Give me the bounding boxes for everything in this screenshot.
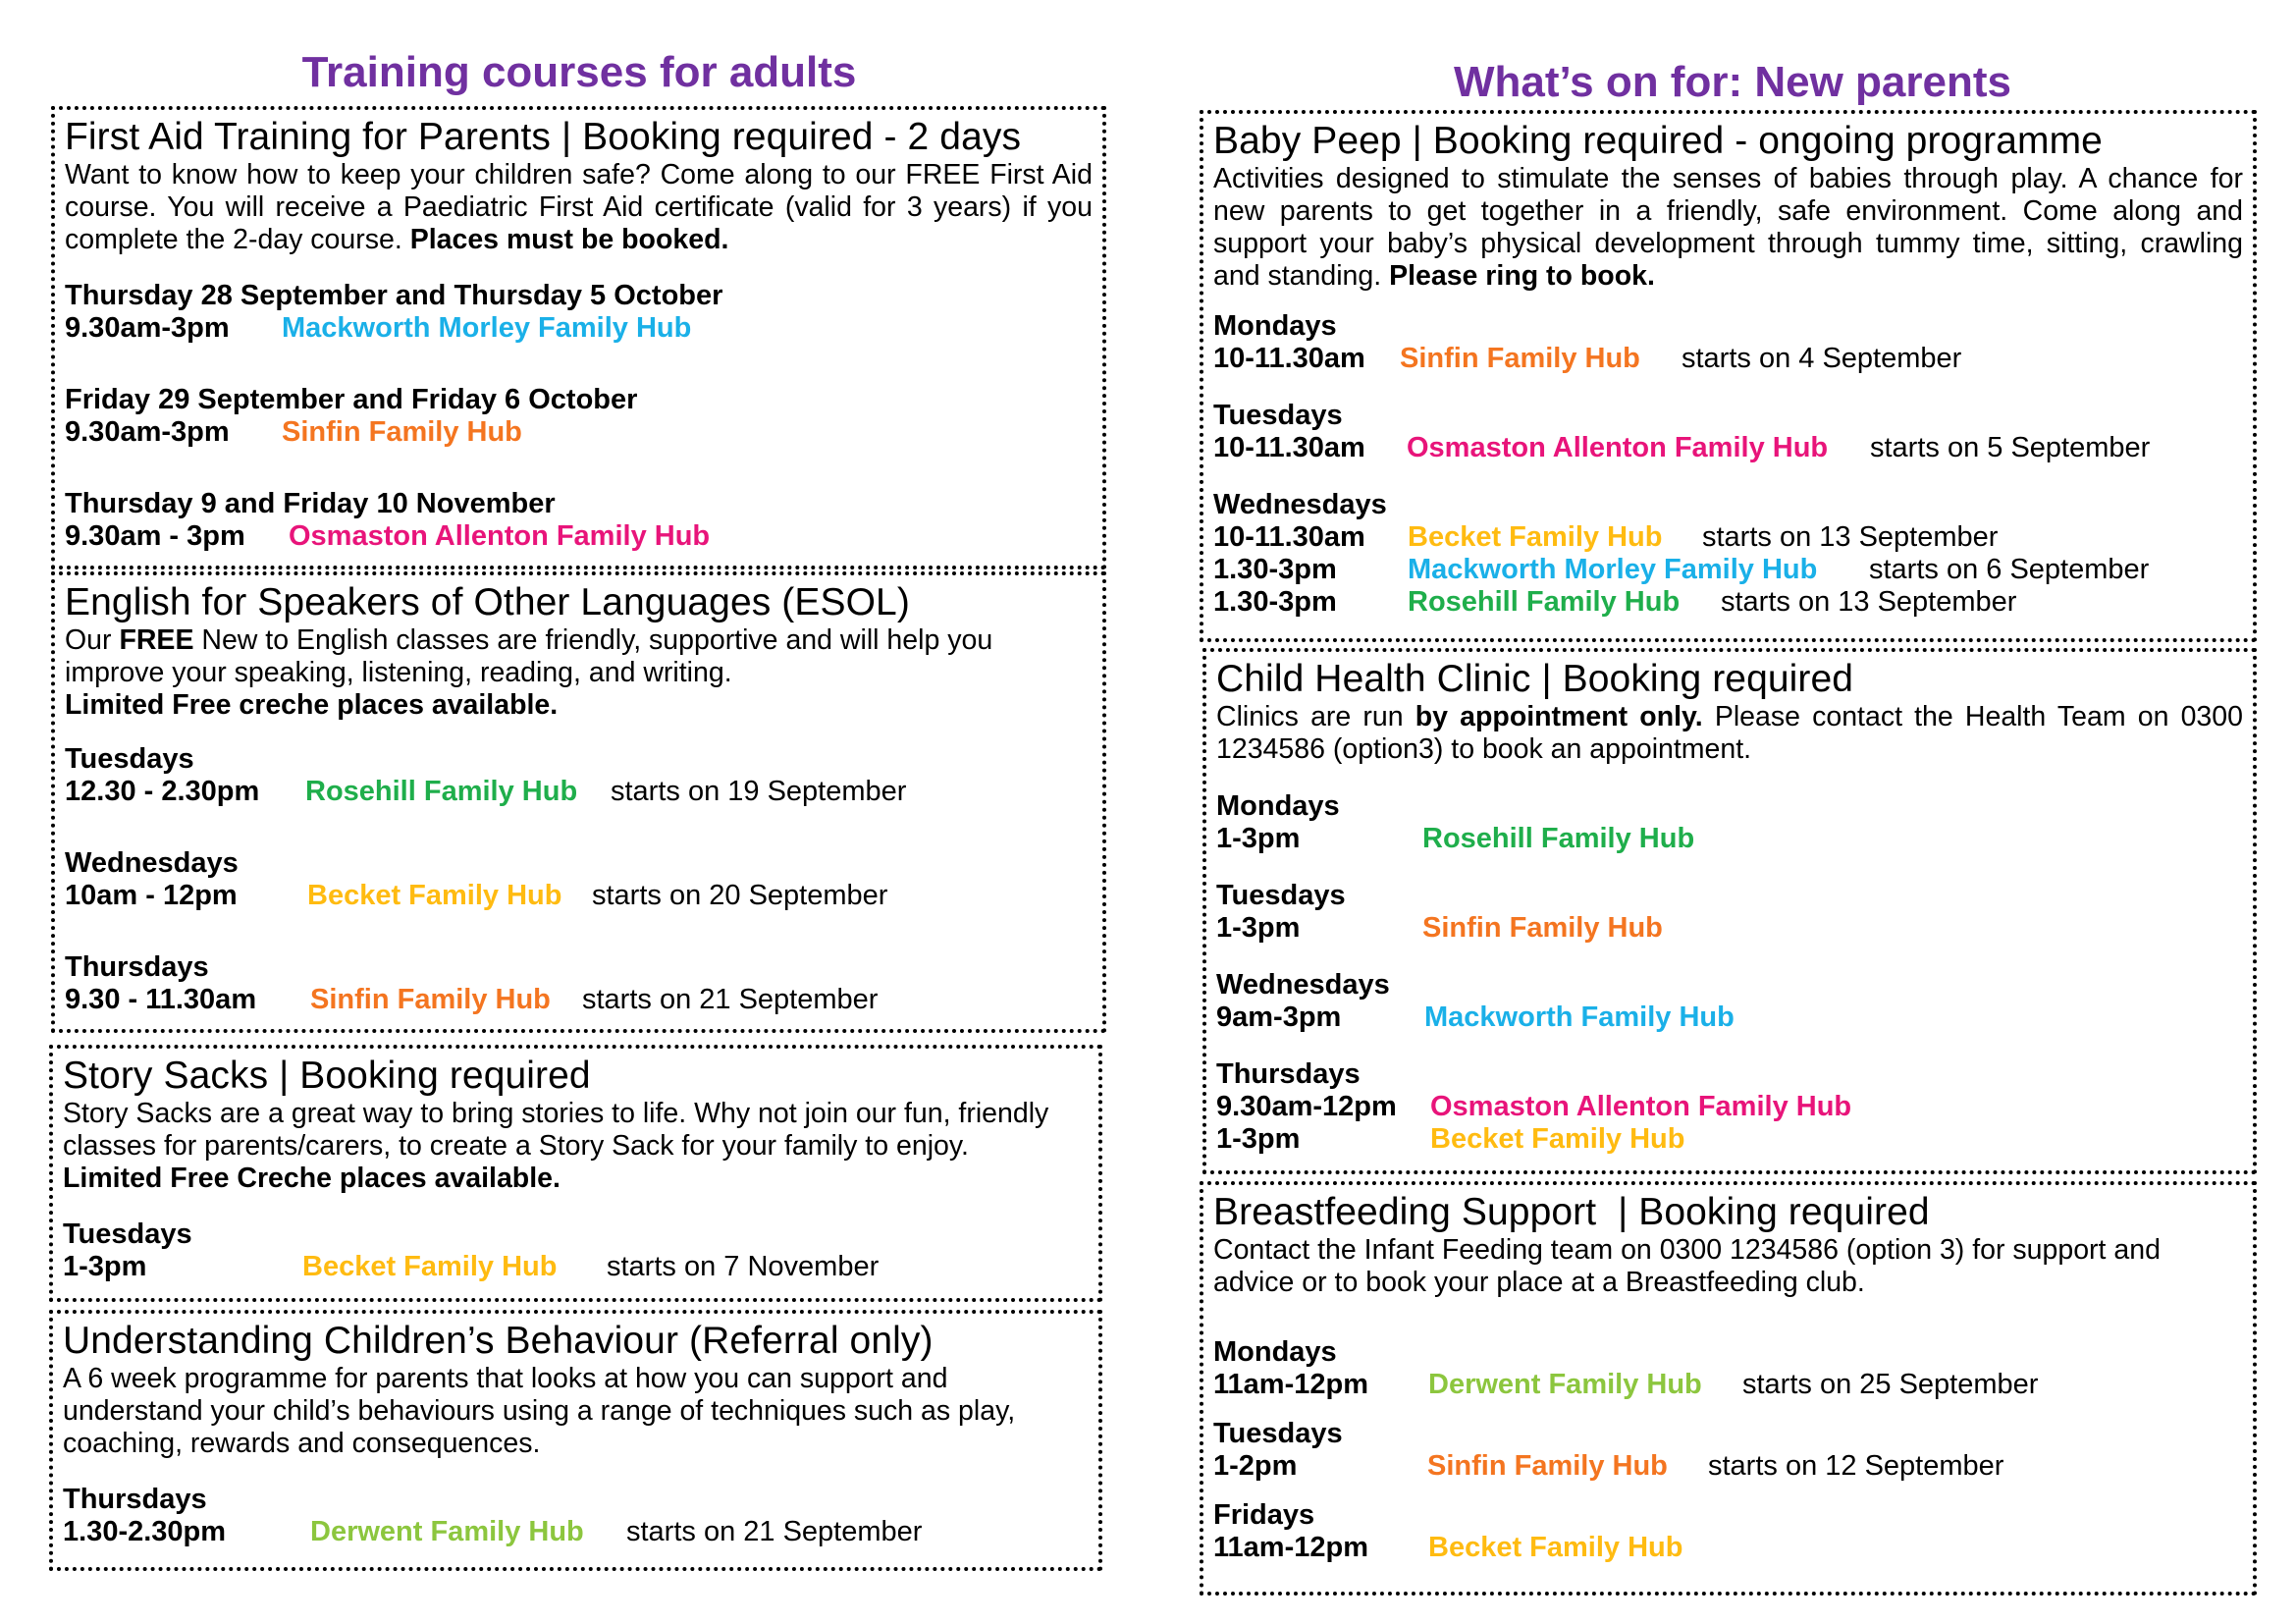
breastfeeding-tuesdays: Tuesdays	[1213, 1418, 1343, 1449]
hub-name: Becket Family Hub	[307, 880, 562, 911]
hub-name: Rosehill Family Hub	[1422, 823, 1695, 854]
session-time: 9am-3pm	[1216, 1001, 1342, 1033]
first-aid-session-1-days: Thursday 28 September and Thursday 5 October	[65, 280, 723, 311]
start-date: starts on 21 September	[626, 1516, 923, 1547]
text: Please contact the Health Team on 0300 1234586 (option3) to book an appointment.	[1216, 701, 2243, 765]
behaviour-title: Understanding Children’s Behaviour (Referral only)	[63, 1320, 934, 1362]
esol-description	[65, 624, 1093, 722]
behaviour-thursdays: Thursdays	[63, 1484, 207, 1515]
start-date: starts on 21 September	[582, 984, 879, 1015]
esol-session-thursday	[65, 984, 1093, 1016]
text: Please ring to book.	[1389, 260, 1655, 292]
hub-name: Sinfin Family Hub	[310, 984, 551, 1015]
breastfeeding-title: Breastfeeding Support | Booking required	[1213, 1191, 1930, 1233]
story-sacks-description	[63, 1098, 1074, 1195]
session-time: 1-3pm	[1216, 912, 1301, 944]
child-health-thursdays: Thursdays	[1216, 1058, 1361, 1090]
start-date: starts on 13 September	[1702, 521, 1999, 553]
first-aid-session-2	[65, 416, 1093, 449]
baby-peep-session-wednesday-1	[1213, 521, 2243, 554]
child-health-session-thursday-1	[1216, 1091, 2243, 1123]
text: Our	[65, 624, 120, 656]
child-health-session-tuesday	[1216, 912, 2243, 945]
text: Contact the Infant Feeding team on 0300 1234586 (option 3) for support and advice or to book your place at a Breastfeeding club.	[1213, 1234, 2161, 1298]
text: FREE	[119, 624, 194, 656]
session-time: 10am - 12pm	[65, 880, 238, 911]
baby-peep-tuesdays: Tuesdays	[1213, 400, 1343, 431]
baby-peep-session-tuesday	[1213, 432, 2243, 464]
hub-name: Mackworth Family Hub	[1424, 1001, 1735, 1033]
baby-peep-session-monday	[1213, 343, 2243, 375]
session-time: 10-11.30am	[1213, 521, 1365, 553]
session-time: 12.30 - 2.30pm	[65, 776, 260, 807]
text: Clinics are run	[1216, 701, 1415, 732]
session-time: 1.30-3pm	[1213, 554, 1337, 585]
text: Limited Free creche places available.	[65, 689, 559, 721]
session-time: 11am-12pm	[1213, 1532, 1368, 1563]
session-time: 9.30am - 3pm	[65, 520, 245, 552]
esol-session-tuesday	[65, 776, 1093, 808]
text: Want to know how to keep your children safe? Come along to our FREE First Aid course. You will receive a Paediatric First Aid certificate (valid for 3 years) if you complete the 2-day course.	[65, 159, 1093, 255]
baby-peep-title: Baby Peep | Booking required - ongoing programme	[1213, 120, 2103, 162]
session-time: 9.30am-3pm	[65, 416, 230, 448]
start-date: starts on 5 September	[1870, 432, 2151, 463]
session-time: 1.30-2.30pm	[63, 1516, 227, 1547]
start-date: starts on 7 November	[607, 1251, 880, 1282]
text: A 6 week programme for parents that looks at how you can support and understand your child’s behaviours using a range of techniques such as play, coaching, rewards and consequences.	[63, 1363, 1016, 1459]
behaviour-box	[49, 1310, 1102, 1571]
esol-tuesdays: Tuesdays	[65, 743, 194, 775]
story-sacks-session	[63, 1251, 1089, 1283]
start-date: starts on 25 September	[1742, 1369, 2039, 1400]
behaviour-description	[63, 1363, 1089, 1460]
breastfeeding-session-friday	[1213, 1532, 2243, 1564]
child-health-description	[1216, 701, 2243, 766]
start-date: starts on 6 September	[1869, 554, 2150, 585]
hub-name: Osmaston Allenton Family Hub	[1430, 1091, 1852, 1122]
story-sacks-title: Story Sacks | Booking required	[63, 1055, 591, 1097]
session-time: 1-3pm	[1216, 823, 1301, 854]
story-sacks-tuesdays: Tuesdays	[63, 1218, 192, 1250]
breastfeeding-description	[1213, 1234, 2234, 1299]
first-aid-description	[65, 159, 1093, 256]
session-time: 1-2pm	[1213, 1450, 1298, 1482]
esol-session-wednesday	[65, 880, 1093, 912]
session-time: 10-11.30am	[1213, 343, 1365, 374]
baby-peep-mondays: Mondays	[1213, 310, 1337, 342]
child-health-session-thursday-2	[1216, 1123, 2243, 1156]
session-time: 9.30 - 11.30am	[65, 984, 257, 1015]
text: by appointment only.	[1415, 701, 1703, 732]
child-health-title: Child Health Clinic | Booking required	[1216, 658, 1854, 700]
hub-name: Becket Family Hub	[1430, 1123, 1685, 1155]
text: Limited Free Creche places available.	[63, 1163, 561, 1194]
start-date: starts on 12 September	[1708, 1450, 2004, 1482]
breastfeeding-mondays: Mondays	[1213, 1336, 1337, 1368]
start-date: starts on 13 September	[1721, 586, 2017, 618]
hub-name: Derwent Family Hub	[1428, 1369, 1702, 1400]
session-time: 9.30am-3pm	[65, 312, 230, 344]
behaviour-session	[63, 1516, 1089, 1548]
esol-wednesdays: Wednesdays	[65, 847, 239, 879]
session-time: 9.30am-12pm	[1216, 1091, 1397, 1122]
hub-name: Becket Family Hub	[1408, 521, 1663, 553]
hub-sinfin: Sinfin Family Hub	[282, 416, 522, 448]
hub-name: Osmaston Allenton Family Hub	[1407, 432, 1829, 463]
left-column-title: Training courses for adults	[301, 48, 857, 96]
first-aid-session-2-days: Friday 29 September and Friday 6 October	[65, 384, 638, 415]
baby-peep-wednesdays: Wednesdays	[1213, 489, 1387, 520]
first-aid-session-1	[65, 312, 1093, 345]
hub-name: Rosehill Family Hub	[1408, 586, 1681, 618]
text: Activities designed to stimulate the senses of babies through play. A chance for new parents to get together in a friendly, safe environment. Come along and support your baby’s physical development through tummy time, sitting, crawling and standing.	[1213, 163, 2243, 292]
first-aid-session-3-days: Thursday 9 and Friday 10 November	[65, 488, 556, 519]
hub-name: Sinfin Family Hub	[1422, 912, 1663, 944]
breastfeeding-session-monday	[1213, 1369, 2243, 1401]
session-time: 1.30-3pm	[1213, 586, 1337, 618]
right-column-title: What’s on for: New parents	[1454, 58, 2011, 106]
hub-mackworth-morley: Mackworth Morley Family Hub	[282, 312, 692, 344]
child-health-box	[1202, 648, 2257, 1174]
first-aid-box	[51, 106, 1106, 569]
session-time: 1-3pm	[63, 1251, 147, 1282]
start-date: starts on 4 September	[1682, 343, 1962, 374]
hub-name: Sinfin Family Hub	[1427, 1450, 1668, 1482]
esol-thursdays: Thursdays	[65, 951, 209, 983]
text: Places must be booked.	[409, 224, 729, 255]
start-date: starts on 20 September	[592, 880, 888, 911]
start-date: starts on 19 September	[611, 776, 907, 807]
child-health-session-wednesday	[1216, 1001, 2243, 1034]
baby-peep-box	[1200, 110, 2257, 642]
story-sacks-box	[49, 1045, 1102, 1302]
child-health-mondays: Mondays	[1216, 790, 1340, 822]
hub-name: Becket Family Hub	[302, 1251, 558, 1282]
hub-name: Rosehill Family Hub	[305, 776, 578, 807]
breastfeeding-box	[1200, 1181, 2257, 1596]
child-health-wednesdays: Wednesdays	[1216, 969, 1390, 1001]
baby-peep-description	[1213, 163, 2243, 293]
first-aid-session-3	[65, 520, 1093, 553]
hub-osmaston-allenton: Osmaston Allenton Family Hub	[289, 520, 711, 552]
child-health-tuesdays: Tuesdays	[1216, 880, 1346, 911]
first-aid-title: First Aid Training for Parents | Booking required - 2 days	[65, 116, 1022, 158]
esol-box	[51, 571, 1106, 1033]
breastfeeding-fridays: Fridays	[1213, 1499, 1315, 1531]
hub-name: Derwent Family Hub	[310, 1516, 584, 1547]
session-time: 10-11.30am	[1213, 432, 1365, 463]
esol-title: English for Speakers of Other Languages (ESOL)	[65, 581, 910, 623]
baby-peep-session-wednesday-2	[1213, 554, 2243, 586]
hub-name: Sinfin Family Hub	[1400, 343, 1640, 374]
hub-name: Becket Family Hub	[1428, 1532, 1683, 1563]
session-time: 1-3pm	[1216, 1123, 1301, 1155]
text: Story Sacks are a great way to bring stories to life. Why not join our fun, friendly classes for parents/carers, to create a Story Sack for your family to enjoy.	[63, 1098, 1049, 1162]
breastfeeding-session-tuesday	[1213, 1450, 2243, 1483]
text: New to English classes are friendly, supportive and will help you improve your speaking, listening, reading, and writing.	[65, 624, 993, 688]
hub-name: Mackworth Morley Family Hub	[1408, 554, 1818, 585]
baby-peep-session-wednesday-3	[1213, 586, 2243, 619]
child-health-session-monday	[1216, 823, 2243, 855]
session-time: 11am-12pm	[1213, 1369, 1368, 1400]
